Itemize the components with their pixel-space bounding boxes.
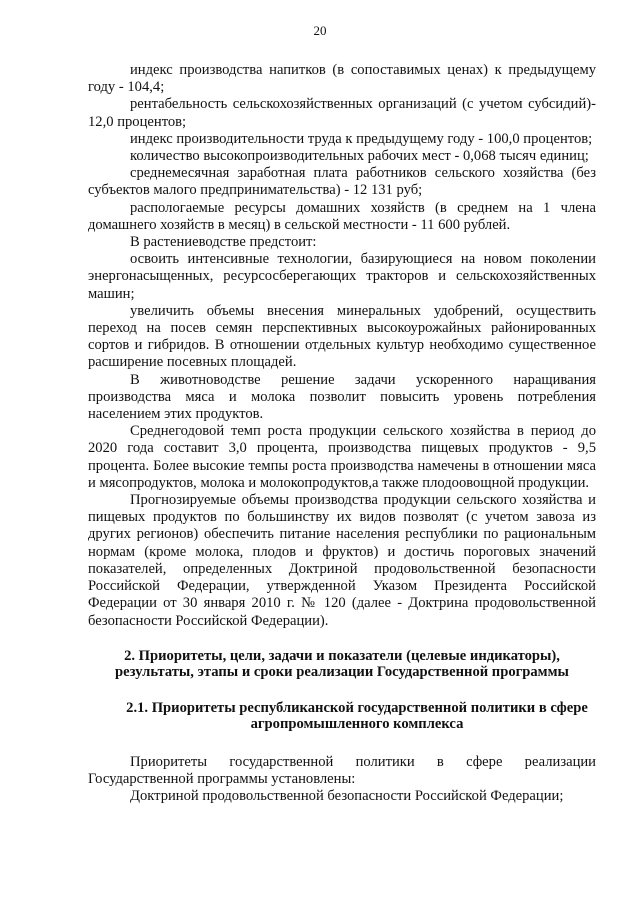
- paragraph: освоить интенсивные технологии, базирующиеся на новом поколении энергонасыщенных, ресурсосберегающих тракторов и сельскохозяйственных машин;: [88, 251, 596, 302]
- paragraph: распологаемые ресурсы домашних хозяйств (в среднем на 1 члена домашнего хозяйств в месяц) в сельской местности - 11 600 рублей.: [88, 199, 596, 233]
- section-heading: 2. Приоритеты, цели, задачи и показатели (целевые индикаторы), результаты, этапы и сроки реализации Государственной программы: [115, 647, 569, 680]
- paragraph: индекс производительности труда к предыдущему году - 100,0 процентов;: [130, 130, 593, 147]
- paragraph: количество высокопроизводительных рабочих мест - 0,068 тысяч единиц;: [130, 148, 589, 165]
- paragraph: рентабельность сельскохозяйственных организаций (с учетом субсидий)- 12,0 процентов;: [88, 96, 596, 130]
- paragraph: Доктриной продовольственной безопасности Российской Федерации;: [130, 788, 564, 805]
- paragraph: Приоритеты государственной политики в сфере реализации Государственной программы установлены:: [88, 753, 596, 787]
- document-body: [88, 62, 596, 805]
- paragraph: Прогнозируемые объемы производства продукции сельского хозяйства и пищевых продуктов по большинству их видов позволят (с учетом завоза из других регионов) обеспечить питание населения республики по рациональным нормам (кроме молока, плодов и фруктов) и достичь пороговых значений показателей, определенных Доктриной продовольственной безопасности Российской Федерации, утвержденной Указом Президента Российской Федерации от 30 января 2010 г. № 120 (далее - Доктрина продовольственной безопасности Российской Федерации).: [88, 492, 596, 629]
- paragraph: Среднегодовой темп роста продукции сельского хозяйства в период до 2020 года составит 3,0 процента, производства пищевых продуктов - 9,5 процента. Более высокие темпы роста производства намечены в отношении мяса и мясопродуктов, молока и молокопродуктов,а также плодоовощной продукции.: [88, 423, 596, 491]
- page-number: 20: [313, 23, 327, 38]
- paragraph: увеличить объемы внесения минеральных удобрений, осуществить переход на посев семян перспективных высокоурожайных районированных сортов и гибридов. В отношении отдельных культур необходимо существенное расширение посевных площадей.: [88, 302, 596, 371]
- subsection-heading: 2.1. Приоритеты республиканской государственной политики в сфере агропромышленного комплекса: [126, 699, 588, 732]
- paragraph: В растениеводстве предстоит:: [130, 234, 317, 251]
- paragraph: среднемесячная заработная плата работников сельского хозяйства (без субъектов малого предпринимательства) - 12 131 руб;: [88, 165, 596, 199]
- paragraph: В животноводстве решение задачи ускоренного наращивания производства мяса и молока позволит повысить уровень потребления населением этих продуктов.: [88, 371, 596, 423]
- paragraph: индекс производства напитков (в сопоставимых ценах) к предыдущему году - 104,4;: [88, 62, 596, 96]
